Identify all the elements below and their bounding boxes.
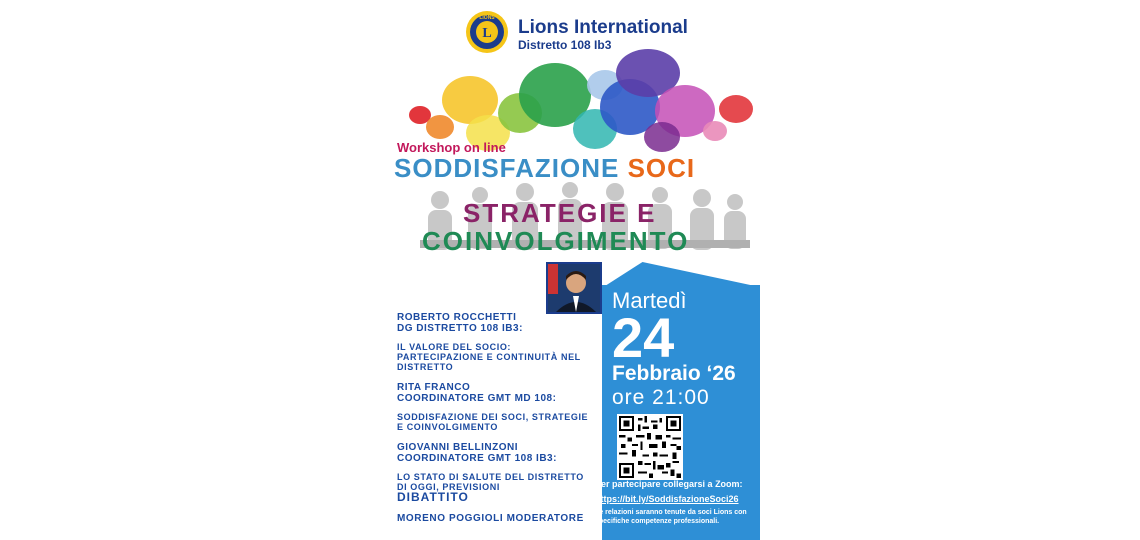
speaker-entry bbox=[397, 382, 597, 432]
speech-tail-shape bbox=[605, 262, 755, 286]
zoom-link[interactable]: https://bit.ly/SoddisfazioneSoci26 bbox=[595, 494, 739, 504]
district-name: Distretto 108 Ib3 bbox=[518, 38, 612, 52]
moderator-label: MORENO POGGIOLI MODERATORE bbox=[397, 513, 584, 524]
speaker-topic: IL VALORE DEL SOCIO: PARTECIPAZIONE E CONTINUITÀ NEL DISTRETTO bbox=[397, 342, 581, 372]
org-name: Lions International bbox=[518, 17, 688, 38]
speaker-photo bbox=[546, 262, 602, 314]
speaker-role: DG DISTRETTO 108 IB3: bbox=[397, 323, 523, 334]
speaker-role: COORDINATORE GMT 108 IB3: bbox=[397, 453, 557, 464]
speaker-topic: SODDISFAZIONE DEI SOCI, STRATEGIE E COINVOLGIMENTO bbox=[397, 412, 589, 432]
event-date: 24 bbox=[612, 306, 675, 369]
speaker-topic: LO STATO DI SALUTE DEL DISTRETTO DI OGGI, PREVISIONI bbox=[397, 472, 584, 492]
event-month-year: Febbraio ‘26 bbox=[612, 362, 736, 385]
title-part-1: SODDISFAZIONE bbox=[394, 153, 620, 183]
logo-text: LIONS bbox=[479, 15, 495, 21]
speaker-name: ROBERTO ROCCHETTI bbox=[397, 312, 517, 323]
event-time: ore 21:00 bbox=[612, 386, 710, 409]
speakers-note: Le relazioni saranno tenute da soci Lions con specifiche competenze professionali. bbox=[595, 509, 747, 525]
debate-label: DIBATTITO bbox=[397, 490, 469, 504]
qr-code-icon[interactable] bbox=[617, 414, 683, 480]
event-kicker: Workshop on line bbox=[397, 140, 506, 155]
event-title bbox=[394, 153, 695, 184]
speaker-entry bbox=[397, 312, 597, 372]
speaker-name: GIOVANNI BELLINZONI bbox=[397, 442, 518, 453]
speaker-list bbox=[397, 312, 597, 502]
subtitle-line-2: COINVOLGIMENTO bbox=[422, 226, 690, 256]
subtitle-line-1: STRATEGIE E bbox=[463, 198, 657, 228]
event-day: Martedì bbox=[612, 288, 687, 313]
title-part-2: SOCI bbox=[627, 153, 696, 183]
speaker-role: COORDINATORE GMT MD 108: bbox=[397, 393, 557, 404]
speaker-name: RITA FRANCO bbox=[397, 382, 471, 393]
event-poster bbox=[380, 0, 760, 540]
speaker-entry bbox=[397, 442, 597, 492]
svg-text:L: L bbox=[482, 26, 492, 41]
zoom-instructions: Per partecipare collegarsi a Zoom: bbox=[595, 479, 743, 489]
